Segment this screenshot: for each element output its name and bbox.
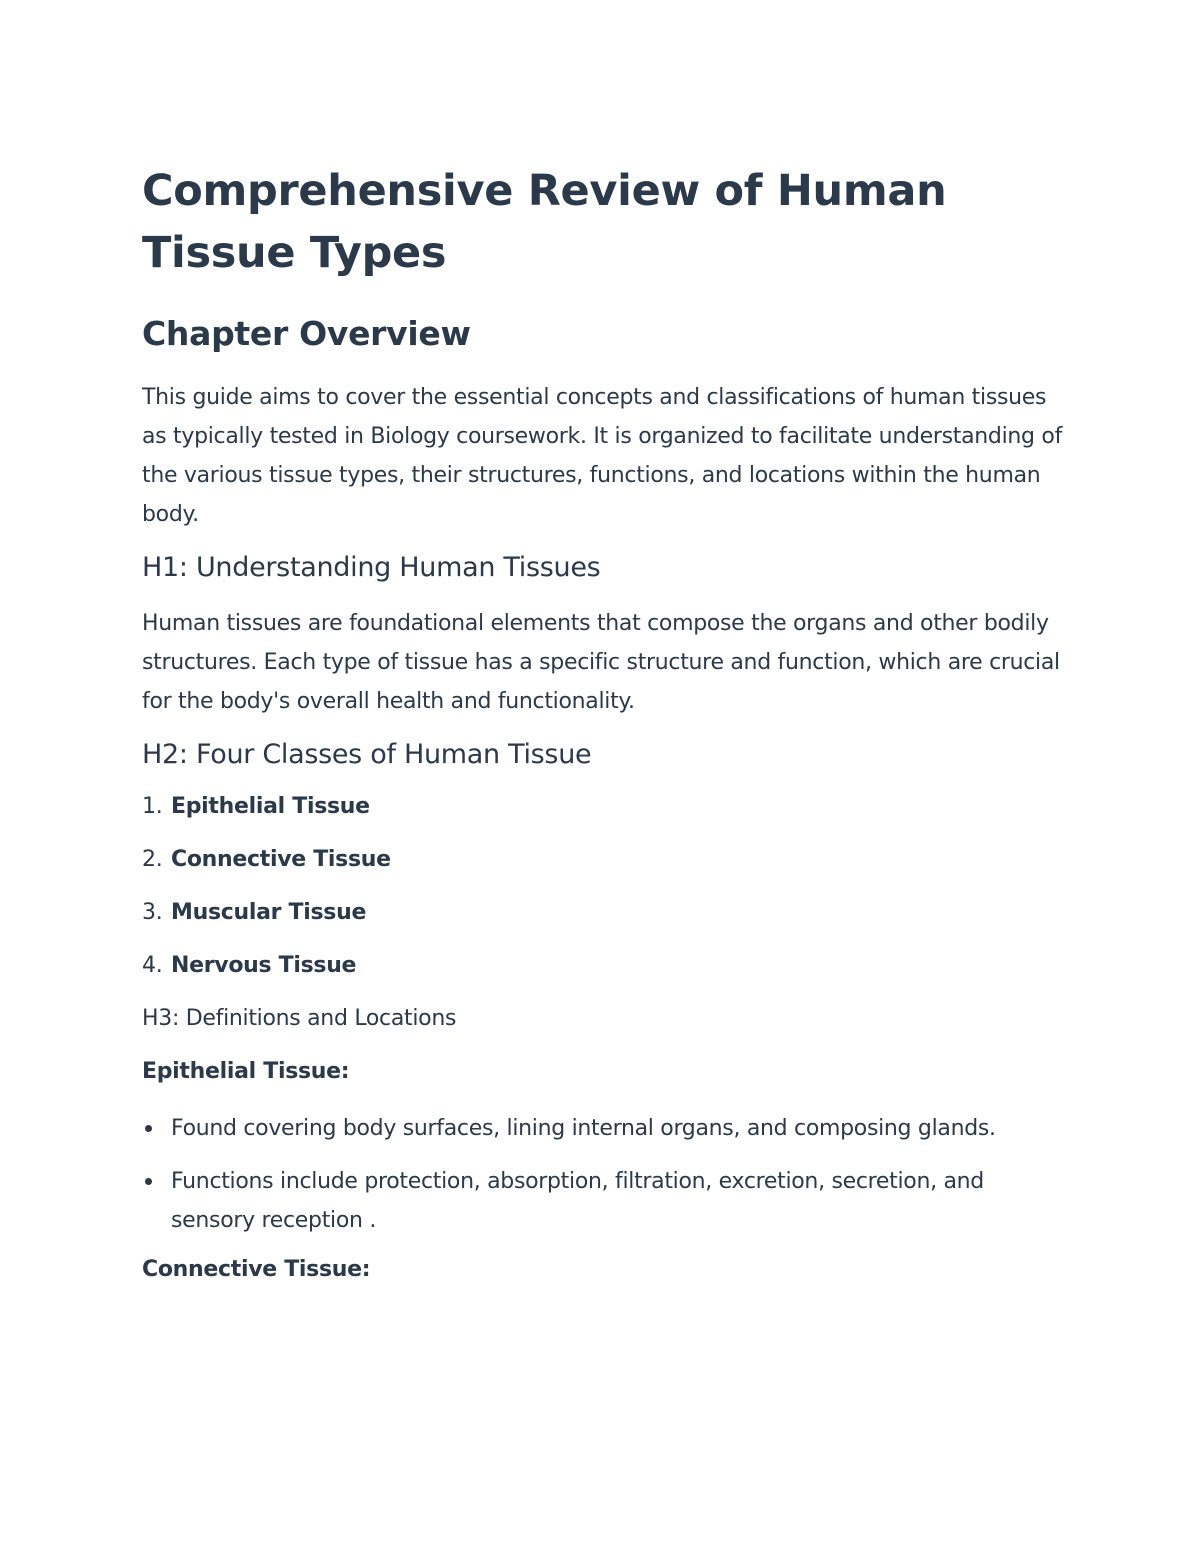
h3-heading: H3: Definitions and Locations [142,1006,457,1031]
list-item [142,950,1072,982]
list-text: Connective Tissue [171,847,391,872]
list-number: 3. [142,900,163,925]
h1-heading: H1: Understanding Human Tissues [142,552,601,583]
list-text: Nervous Tissue [171,953,357,978]
h1-paragraph: Human tissues are foundational elements that compose the organs and other bodily structures. Each type of tissue has a specific structure and function, which are crucial for the body's overall health and functionality. [142,611,1060,714]
tissue-class-list [142,791,1072,982]
list-item [142,791,1072,823]
document-page [142,160,1072,1307]
chapter-heading: Chapter Overview [142,314,471,353]
list-item [142,844,1072,876]
list-number: 1. [142,794,163,819]
list-item [142,897,1072,929]
document-title: Comprehensive Review of Human Tissue Types [142,166,947,278]
bullet-text: Found covering body surfaces, lining internal organs, and composing glands. [171,1116,996,1141]
bullet-text: Functions include protection, absorption, filtration, excretion, secretion, and sensory reception . [171,1169,984,1233]
bullet-icon [142,1162,171,1240]
list-item [142,1109,1072,1148]
epithelial-label: Epithelial Tissue: [142,1059,350,1084]
epithelial-bullet-list [142,1109,1072,1240]
list-text: Muscular Tissue [171,900,367,925]
list-item [142,1162,1072,1240]
h2-heading: H2: Four Classes of Human Tissue [142,739,592,770]
list-text: Epithelial Tissue [171,794,370,819]
list-number: 2. [142,847,163,872]
bullet-icon [142,1109,171,1148]
intro-paragraph: This guide aims to cover the essential concepts and classifications of human tissues as typically tested in Biology coursework. It is organized to facilitate understanding of the various tissue types, their structures, functions, and locations within the human body. [142,385,1063,527]
list-number: 4. [142,953,163,978]
connective-label: Connective Tissue: [142,1257,371,1282]
